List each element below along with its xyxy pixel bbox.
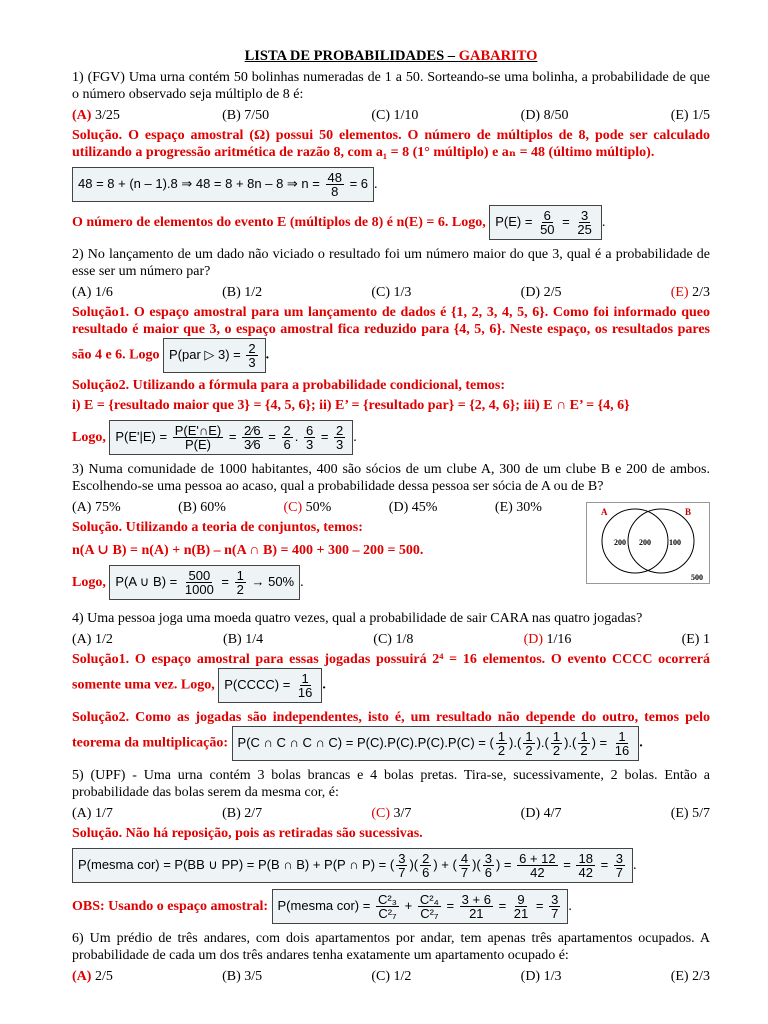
venn-label-b: B bbox=[685, 507, 692, 517]
venn-mid-value: 200 bbox=[639, 538, 651, 547]
venn-left-value: 200 bbox=[614, 538, 626, 547]
page-title: LISTA DE PROBABILIDADES – GABARITO bbox=[244, 48, 538, 64]
equation-1: 48 = 8 + (n – 1).8 ⇒ 48 = 8 + 8n – 8 ⇒ n = $\frac{48}{8}$ = 6 . bbox=[72, 167, 710, 202]
solution-2b: Solução2. Utilizando a fórmula para a probabilidade condicional, temos: bbox=[72, 378, 505, 393]
solution-3b: n(A ∪ B) = n(A) + n(B) – n(A ∩ B) = 400 + 300 – 200 = 500. bbox=[72, 543, 424, 558]
option-a: (A) 3/25 bbox=[72, 108, 120, 123]
option-d: (D) 1/16 bbox=[523, 632, 572, 647]
option-c: (C) 3/7 bbox=[371, 806, 412, 821]
equation-9-line: OBS: Usando o espaço amostral: P(mesma cor) = $\frac{\text{C²₃}}{\text{C²₇}}$ + $\frac{\text{C²₄}}{\text{C²₇}}$ = $\frac{3 + 6}{21}$ = $\frac{9}{21}$ = $\frac{3}{7}$ . bbox=[72, 889, 710, 924]
option-c: (C) 1/8 bbox=[373, 632, 414, 647]
option-c: (C) 1/10 bbox=[371, 108, 419, 123]
options-2 bbox=[72, 285, 710, 301]
venn-outside-value: 500 bbox=[691, 573, 703, 582]
option-c: (C) 1/3 bbox=[371, 285, 412, 300]
venn-diagram bbox=[586, 502, 710, 584]
equation-8: P(mesma cor) = P(BB ∪ PP) = P(B ∩ B) + P(P ∩ P) = ( $\frac{3}{7}$ )( $\frac{2}{6}$ ) + ( $\frac{4}{7}$ )( $\frac{3}{6}$ ) = $\frac{6 + 12}{42}$ = $\frac{18}{42}$ = $\frac{3}{7}$ bbox=[72, 848, 633, 883]
options-4 bbox=[72, 632, 710, 648]
equation-4: P(E'|E) = $\frac{P(E'\cap E)}{P(E)}$ = $\frac{2⁄6}{3⁄6}$ = $\frac{2}{6}$ . $\frac{6}{3}$ = $\frac{2}{3}$ bbox=[109, 420, 353, 455]
option-a: (A) 1/2 bbox=[72, 632, 113, 647]
option-b: (B) 3/5 bbox=[222, 969, 263, 984]
option-e: (E) 30% bbox=[494, 500, 542, 515]
option-e: (E) 1 bbox=[681, 632, 710, 647]
option-a: (A) 75% bbox=[72, 500, 121, 515]
options-6 bbox=[72, 969, 710, 985]
solution-3a: Solução. Utilizando a teoria de conjuntos, temos: bbox=[72, 520, 363, 535]
equation-8-line: P(mesma cor) = P(BB ∪ PP) = P(B ∩ B) + P(P ∩ P) = ( $\frac{3}{7}$ )( $\frac{2}{6}$ ) + ( $\frac{4}{7}$ )( $\frac{3}{6}$ ) = $\frac{6 + 12}{42}$ = $\frac{18}{42}$ = $\frac{3}{7}$ . bbox=[72, 848, 710, 883]
q3-block bbox=[72, 500, 710, 600]
option-b: (B) 1/2 bbox=[222, 285, 263, 300]
question-1: 1) (FGV) Uma urna contém 50 bolinhas numeradas de 1 a 50. Sorteando-se uma bolinha, a probabilidade de que o número observado seja múltiplo de 8 é: bbox=[72, 70, 710, 102]
option-e: (E) 5/7 bbox=[670, 806, 710, 821]
option-d: (D) 8/50 bbox=[520, 108, 569, 123]
solution-1-final: O número de elementos do evento E (múltiplos de 8) é n(E) = 6. Logo, P(E) = $\frac{6}{50}$ = $\frac{3}{25}$ . bbox=[72, 205, 710, 240]
options-5 bbox=[72, 806, 710, 822]
solution-2b-sets: i) E = {resultado maior que 3} = {4, 5, 6}; ii) E’ = {resultado par} = {2, 4, 6}; iii) E ∩ E’ = {4, 6} bbox=[72, 398, 630, 413]
venn-right-value: 100 bbox=[669, 538, 681, 547]
option-b: (B) 2/7 bbox=[222, 806, 263, 821]
question-5: 5) (UPF) - Uma urna contém 3 bolas brancas e 4 bolas pretas. Tira-se, sucessivamente, 2 bolas. Então a probabilidade das bolas serem da mesma cor, é: bbox=[72, 768, 710, 800]
option-c: (C) 50% bbox=[283, 500, 332, 515]
option-e: (E) 1/5 bbox=[670, 108, 710, 123]
equation-7: P(C ∩ C ∩ C ∩ C) = P(C).P(C).P(C).P(C) = ( $\frac{1}{2}$ ).( $\frac{1}{2}$ ).( $\frac{1}{2}$ ).( $\frac{1}{2}$ ) = $\frac{1}{16}$ bbox=[232, 726, 640, 761]
option-b: (B) 60% bbox=[178, 500, 226, 515]
equation-6: P(CCCC) = $\frac{1}{16}$ bbox=[218, 668, 322, 703]
option-a: (A) 1/7 bbox=[72, 806, 113, 821]
options-3 bbox=[72, 500, 542, 516]
option-b: (B) 7/50 bbox=[222, 108, 270, 123]
option-a: (A) 2/5 bbox=[72, 969, 113, 984]
option-c: (C) 1/2 bbox=[371, 969, 412, 984]
option-e: (E) 2/3 bbox=[670, 969, 710, 984]
equation-2: P(E) = $\frac{6}{50}$ = $\frac{3}{25}$ bbox=[489, 205, 602, 240]
document-page bbox=[72, 48, 710, 988]
solution-1: Solução. O espaço amostral (Ω) possui 50 elementos. O número de múltiplos de 8, pode ser calculado utilizando a progressão aritmética de razão 8, com a₁ = 8 (1° múltiplo) e aₙ = 48 (último múltiplo). bbox=[72, 128, 710, 160]
venn-label-a: A bbox=[601, 507, 608, 517]
equation-5-line: Logo, P(A ∪ B) = $\frac{500}{1000}$ = $\frac{1}{2}$ → 50% . bbox=[72, 565, 542, 600]
solution-4a: Solução1. O espaço amostral para essas jogadas possuirá 2⁴ = 16 elementos. O evento CCCC ocorrerá somente uma vez. Logo, P(CCCC) = $\frac{1}{16}$ . bbox=[72, 651, 710, 703]
option-d: (D) 2/5 bbox=[520, 285, 562, 300]
options-1 bbox=[72, 108, 710, 124]
option-d: (D) 4/7 bbox=[520, 806, 562, 821]
equation-4-line: Logo, P(E'|E) = $\frac{P(E'\cap E)}{P(E)}$ = $\frac{2⁄6}{3⁄6}$ = $\frac{2}{6}$ . $\frac{6}{3}$ = $\frac{2}{3}$ . bbox=[72, 420, 710, 455]
equation-5: P(A ∪ B) = $\frac{500}{1000}$ = $\frac{1}{2}$ → 50% bbox=[109, 565, 300, 600]
question-2: 2) No lançamento de um dado não viciado o resultado foi um número maior do que 3, qual é a probabilidade de esse ser um número par? bbox=[72, 247, 710, 279]
option-a: (A) 1/6 bbox=[72, 285, 113, 300]
question-4: 4) Uma pessoa joga uma moeda quatro vezes, qual a probabilidade de sair CARA nas quatro jogadas? bbox=[72, 611, 643, 626]
solution-4b: Solução2. Como as jogadas são independentes, isto é, um resultado não depende do outro, temos pelo teorema da multiplicação: P(C ∩ C ∩ C ∩ C) = P(C).P(C).P(C).P(C) = ( $\frac{1}{2}$ ).( $\frac{1}{2}$ ).( $\frac{1}{2}$ ).( $\frac{1}{2}$ ) = $\frac{1}{16}$ . bbox=[72, 709, 710, 761]
option-d: (D) 45% bbox=[388, 500, 438, 515]
option-b: (B) 1/4 bbox=[223, 632, 264, 647]
option-d: (D) 1/3 bbox=[520, 969, 562, 984]
equation-9: P(mesma cor) = $\frac{\text{C²₃}}{\text{C²₇}}$ + $\frac{\text{C²₄}}{\text{C²₇}}$ = $\frac{3 + 6}{21}$ = $\frac{9}{21}$ = $\frac{3}{7}$ bbox=[272, 889, 569, 924]
option-e: (E) 2/3 bbox=[670, 285, 710, 300]
solution-5: Solução. Não há reposição, pois as retiradas são sucessivas. bbox=[72, 826, 423, 841]
solution-2a: Solução1. O espaço amostral para um lançamento de dados é {1, 2, 3, 4, 5, 6}. Como foi informado queo resultado é maior que 3, o espaço amostral fica reduzido para {4, 5, 6}. Neste espaço, os resultados pares são 4 e 6. Logo P(par ▷ 3) = $\frac{2}{3}$ . bbox=[72, 304, 710, 373]
equation-3: P(par ▷ 3) = $\frac{2}{3}$ bbox=[163, 338, 266, 373]
question-6: 6) Um prédio de três andares, com dois apartamentos por andar, tem apenas três apartamentos ocupados. A probabilidade de cada um dos três andares tenha exatamente um apartamento ocupado é: bbox=[72, 931, 710, 963]
question-3: 3) Numa comunidade de 1000 habitantes, 400 são sócios de um clube A, 300 de um clube B e 200 de ambos. Escolhendo-se uma pessoa ao acaso, qual a probabilidade dessa pessoa ser sócia de A ou de B? bbox=[72, 462, 710, 494]
